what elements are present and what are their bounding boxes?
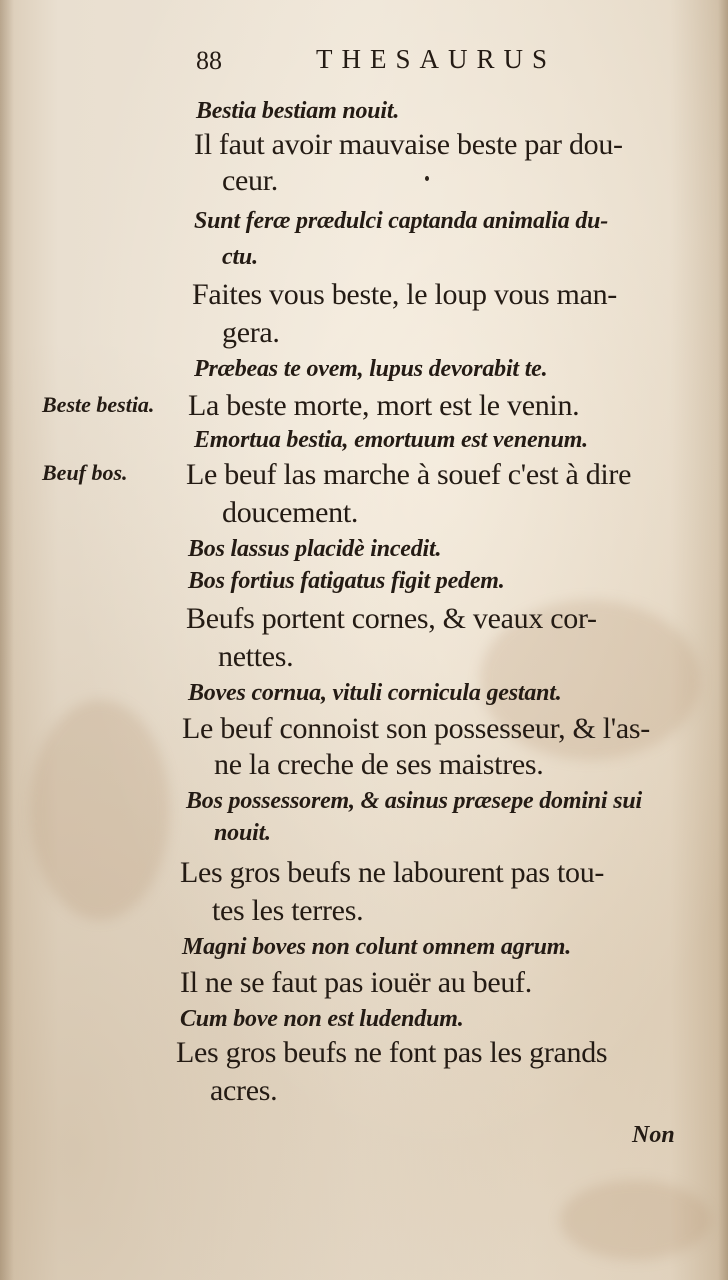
text-line-latin: Sunt feræ prædulci captanda animalia du- — [194, 208, 609, 234]
text-line-french: tes les terres. — [212, 894, 364, 927]
text-line-latin: Magni boves non colunt omnem agrum. — [182, 934, 572, 960]
text-line-latin: Boves cornua, vituli cornicula gestant. — [188, 680, 562, 706]
text-line-latin: Bos possessorem, & asinus præsepe domini sui — [186, 788, 642, 814]
running-head — [196, 44, 626, 84]
text-line-latin: Cum bove non est ludendum. — [180, 1006, 464, 1032]
text-line-french: Il ne se faut pas iouër au beuf. — [180, 966, 532, 999]
text-line-french: gera. — [222, 316, 280, 349]
running-title: THESAURUS — [316, 44, 557, 74]
margin-note-beuf: Beuf bos. — [42, 460, 128, 485]
catchword: Non — [632, 1122, 675, 1148]
text-line-french: Le beuf connoist son possesseur, & l'as- — [182, 712, 650, 745]
text-line-latin: nouit. — [214, 820, 271, 846]
text-line-french: nettes. — [218, 640, 294, 673]
text-line-latin: Præbeas te ovem, lupus devorabit te. — [194, 356, 548, 382]
text-line-french: doucement. — [222, 496, 359, 529]
text-line-french: Faites vous beste, le loup vous man- — [192, 278, 617, 311]
text-line-french: ceur. — [222, 164, 278, 197]
text-line-french: Les gros beufs ne labourent pas tou- — [180, 856, 605, 889]
text-line-french: acres. — [210, 1074, 278, 1107]
text-line-french: Beufs portent cornes, & veaux cor- — [186, 602, 597, 635]
text-line-french: La beste morte, mort est le venin. — [188, 389, 580, 422]
text-line-french: Les gros beufs ne font pas les grands — [176, 1036, 608, 1069]
text-line-french: Il faut avoir mauvaise beste par dou- — [194, 128, 623, 161]
text-line-latin: ctu. — [222, 244, 258, 270]
text-line-latin: Emortua bestia, emortuum est venenum. — [194, 427, 588, 453]
text-line-latin: Bos fortius fatigatus figit pedem. — [188, 568, 505, 594]
text-line-latin: Bos lassus placidè incedit. — [188, 536, 442, 562]
text-line-french: Le beuf las marche à souef c'est à dire — [186, 458, 632, 491]
paper-stain — [30, 700, 170, 920]
text-line-latin: Bestia bestiam nouit. — [196, 98, 400, 124]
margin-note-beste: Beste bestia. — [42, 392, 155, 417]
page-gutter-shadow — [0, 0, 14, 1280]
page-number: 88 — [196, 46, 222, 75]
ink-speck — [425, 176, 429, 181]
paper-stain — [560, 1180, 710, 1260]
page-edge-shadow — [718, 0, 728, 1280]
text-line-french: ne la creche de ses maistres. — [214, 748, 544, 781]
